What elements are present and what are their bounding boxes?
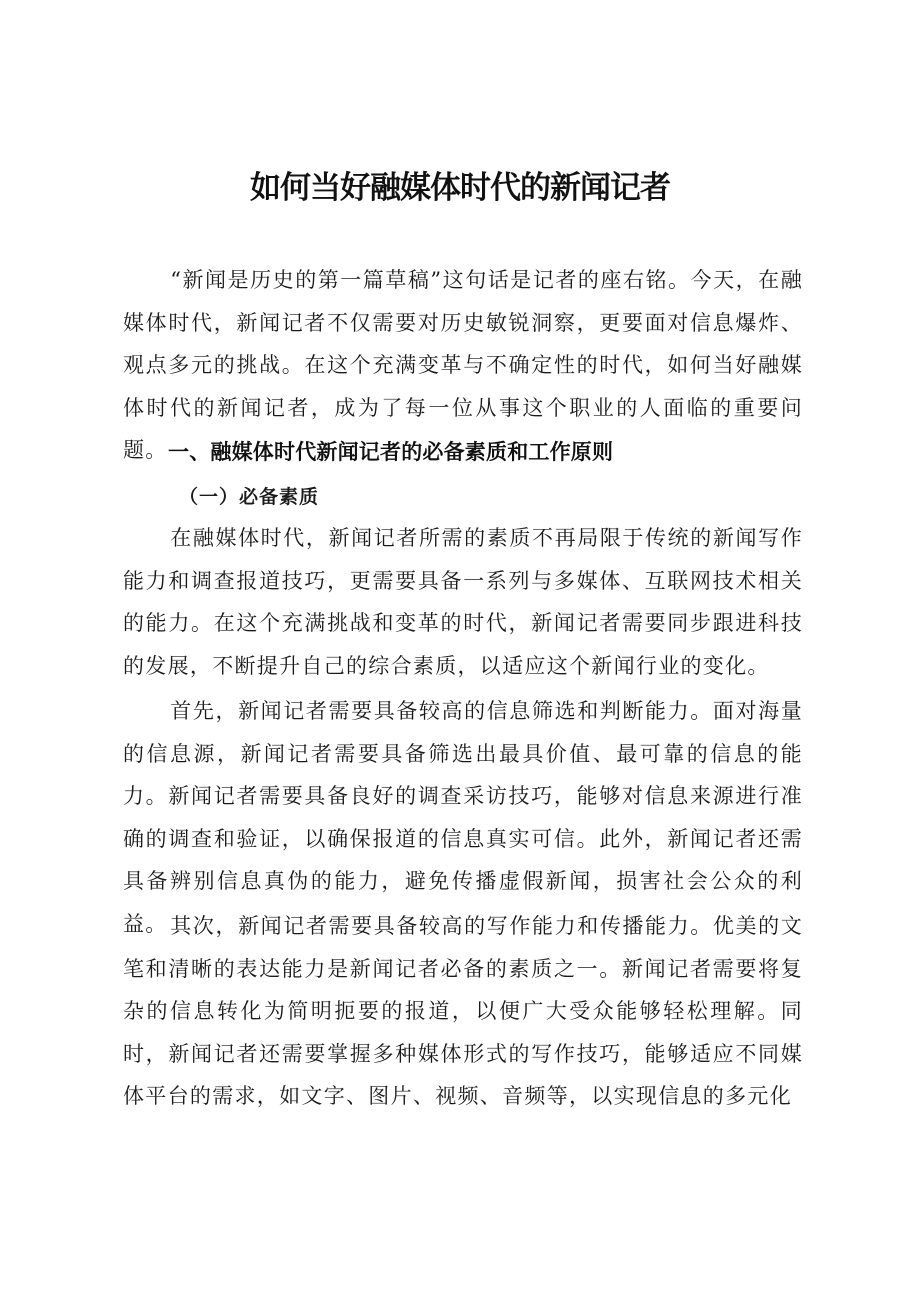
subsection-heading: （一）必备素质 <box>179 486 320 508</box>
body-paragraph-2: 首先，新闻记者需要具备较高的信息筛选和判断能力。面对海量的信息源，新闻记者需要具备筛选出最具价值、最可靠的信息的能力。新闻记者需要具备良好的调查采访技巧，能够对信息来源进行准确的调查和验证，以确保报道的信息真实可信。此外，新闻记者还需具备辨别信息真伪的能力，避免传播虚假新闻，损害社会公众的利益。 <box>123 699 803 936</box>
body-paragraph-3: 其次，新闻记者需要具备较高的写作能力和传播能力。优美的文笔和清晰的表达能力是新闻记者必备的素质之一。新闻记者需要将复杂的信息转化为简明扼要的报道，以便广大受众能够轻松理解。同时，新闻记者还需要掌握多种媒体形式的写作技巧，能够适应不同媒体平台的需求，如文字、图片、视频、音频等，以实现信息的多元化 <box>123 914 803 1108</box>
section-heading: 一、融媒体时代新闻记者的必备素质和工作原则 <box>168 440 614 464</box>
body-paragraph-1: 在融媒体时代，新闻记者所需的素质不再局限于传统的新闻写作能力和调查报道技巧，更需要具备一系列与多媒体、互联网技术相关的能力。在这个充满挑战和变革的时代，新闻记者需要同步跟进科技的发展，不断提升自己的综合素质，以适应这个新闻行业的变化。 <box>123 526 803 678</box>
document-title: 如何当好融媒体时代的新闻记者 <box>250 170 670 206</box>
intro-paragraph: “新闻是历史的第一篇草稿”这句话是记者的座右铭。今天，在融媒体时代，新闻记者不仅需要对历史敏锐洞察，更要面对信息爆炸、观点多元的挑战。在这个充满变革与不确定性的时代，如何当好融媒体时代的新闻记者，成为了每一位从事这个职业的人面临的重要问题。 <box>123 268 803 462</box>
